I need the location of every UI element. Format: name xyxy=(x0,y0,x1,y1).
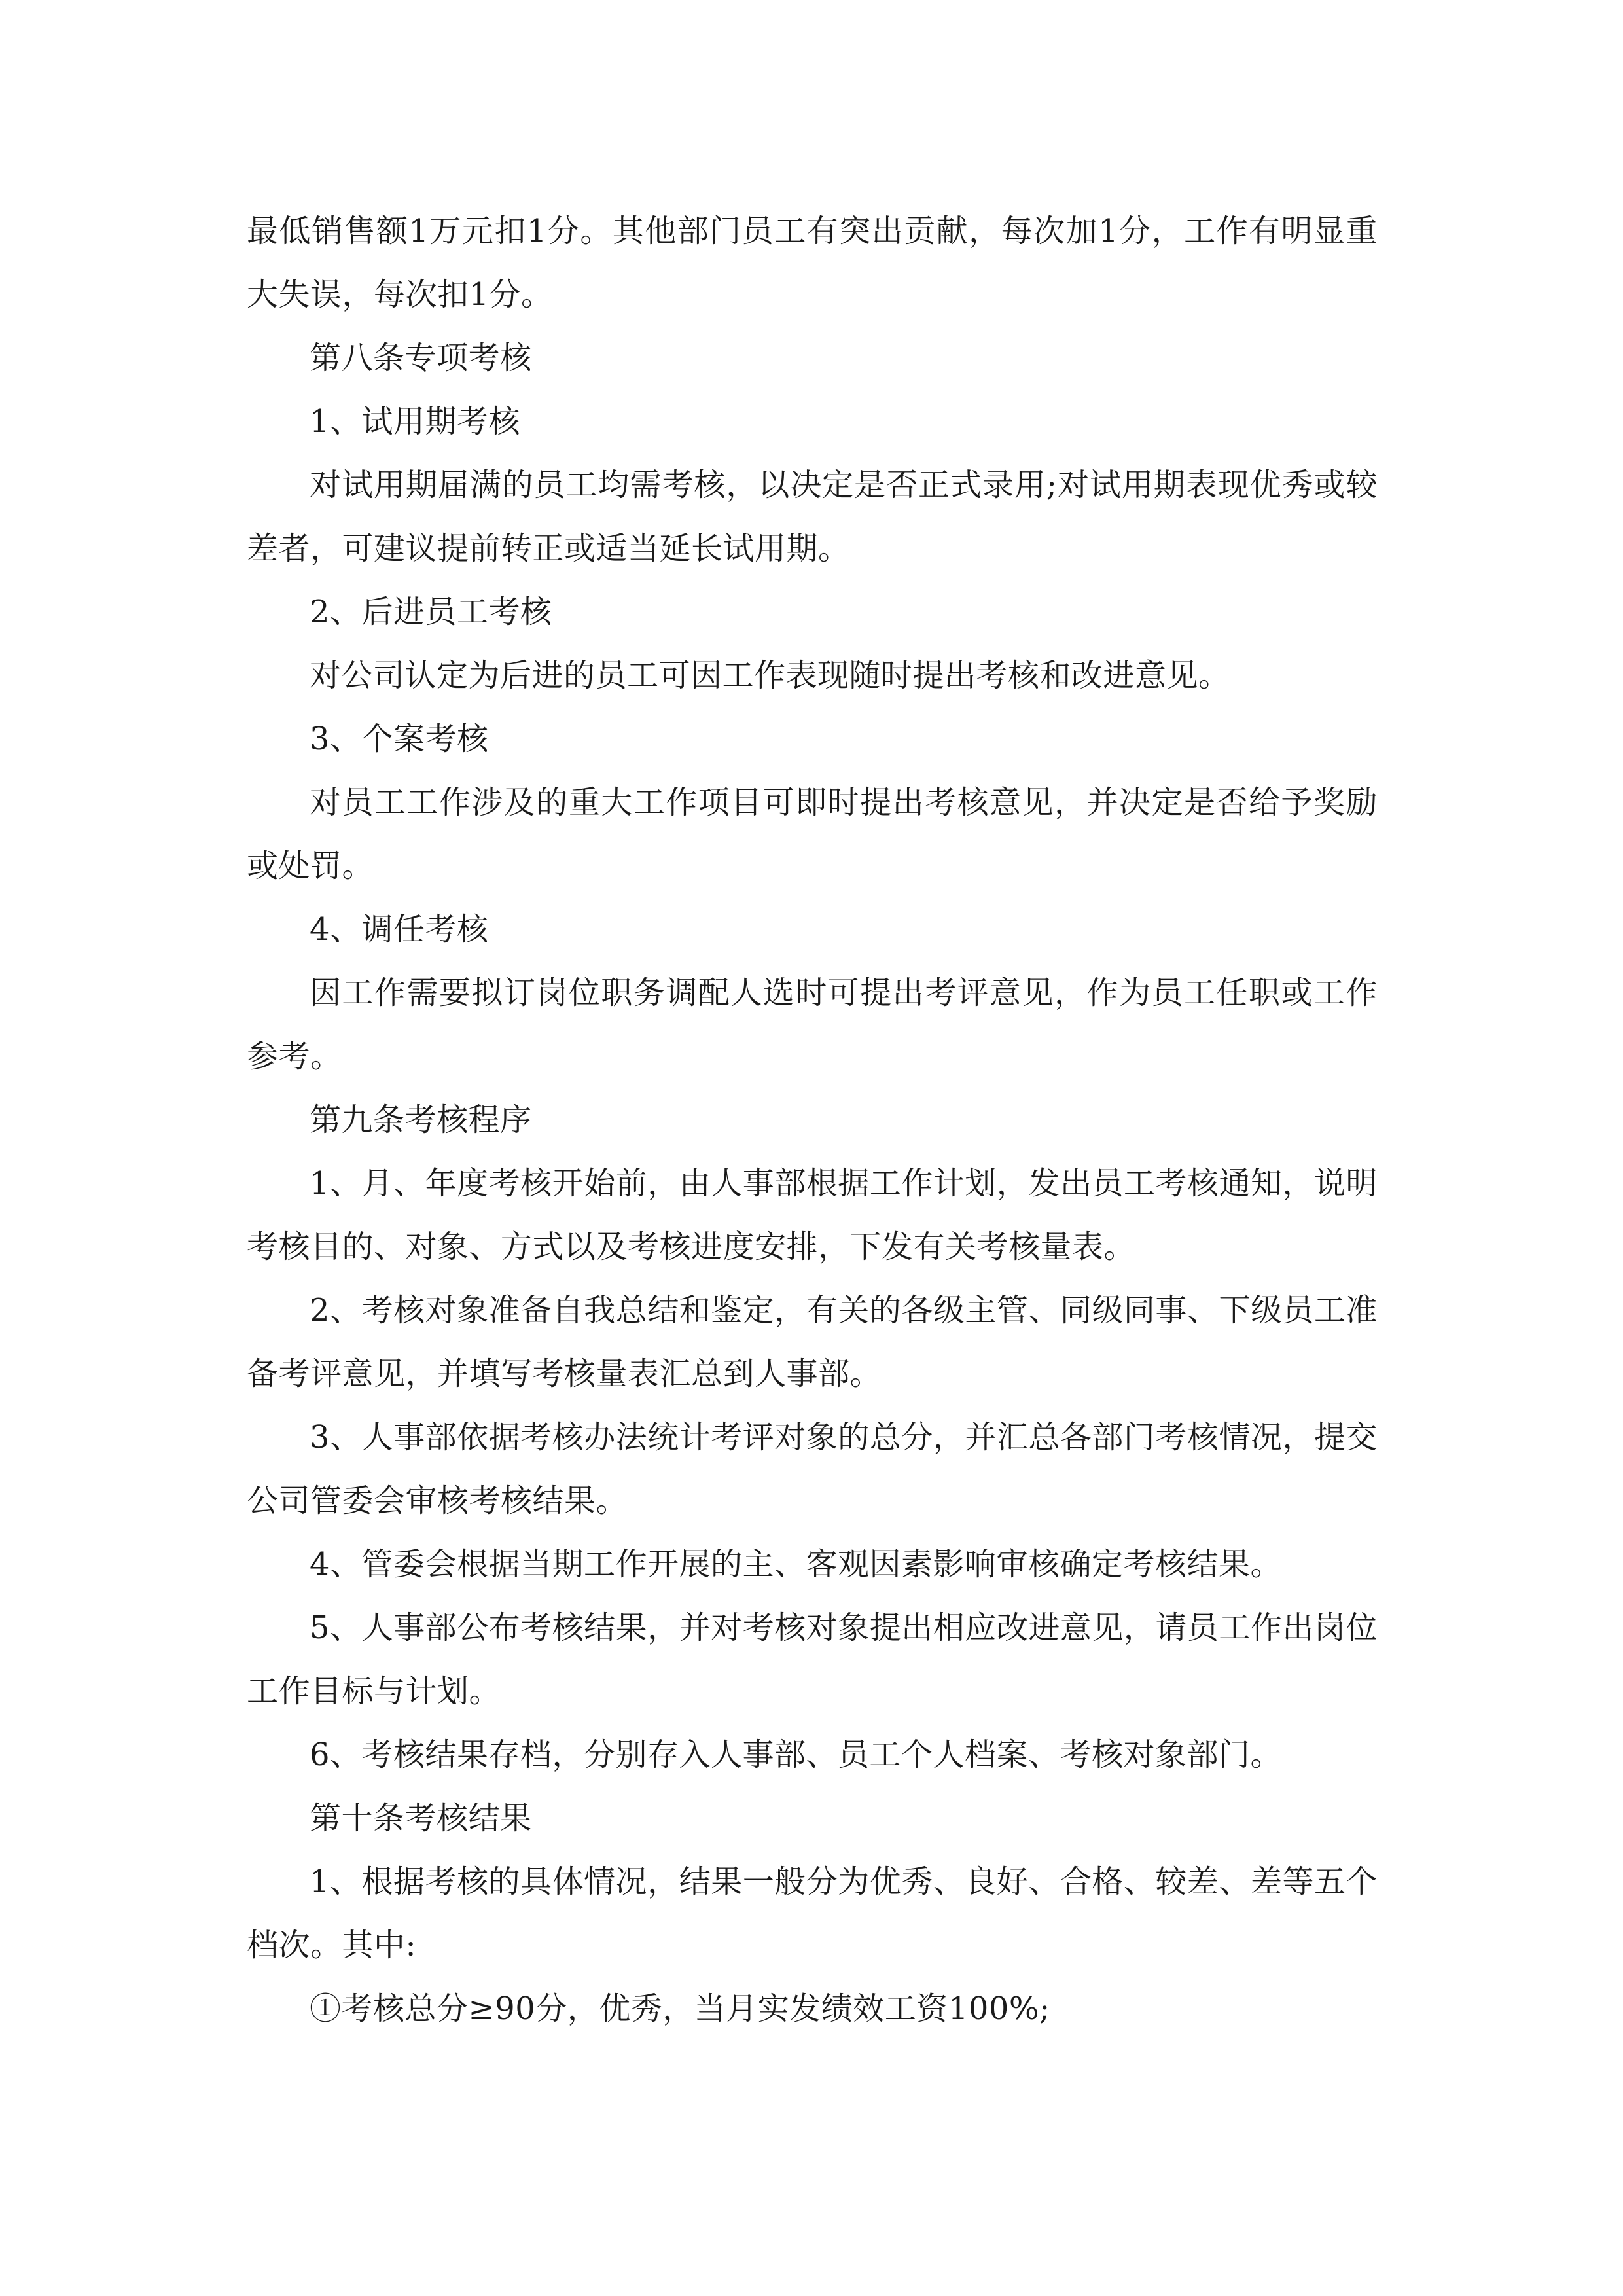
section-heading: 第八条专项考核 xyxy=(310,340,532,376)
list-item: 6、考核结果存档，分别存入人事部、员工个人档案、考核对象部门。 xyxy=(310,1736,1283,1773)
subsection-heading: 4、调任考核 xyxy=(310,911,489,948)
list-item: ①考核总分≥90分，优秀，当月实发绩效工资100%; xyxy=(310,1990,1050,2027)
list-item: 2、考核对象准备自我总结和鉴定，有关的各级主管、同级同事、下级员工准备考评意见，并填写考核量表汇总到人事部。 xyxy=(247,1292,1378,1392)
paragraph: 因工作需要拟订岗位职务调配人选时可提出考评意见，作为员工任职或工作参考。 xyxy=(247,975,1378,1075)
paragraph: 最低销售额1万元扣1分。其他部门员工有突出贡献，每次加1分，工作有明显重大失误，每次扣1分。 xyxy=(247,213,1378,313)
section-heading: 第九条考核程序 xyxy=(310,1102,532,1138)
subsection-heading: 1、试用期考核 xyxy=(310,403,521,440)
subsection-heading: 3、个案考核 xyxy=(310,721,489,757)
list-item: 5、人事部公布考核结果，并对考核对象提出相应改进意见，请员工作出岗位工作目标与计划。 xyxy=(247,1609,1378,1710)
subsection-heading: 2、后进员工考核 xyxy=(310,594,552,630)
paragraph: 对试用期届满的员工均需考核，以决定是否正式录用;对试用期表现优秀或较差者，可建议提前转正或适当延长试用期。 xyxy=(247,467,1378,567)
list-item: 1、根据考核的具体情况，结果一般分为优秀、良好、合格、较差、差等五个档次。其中: xyxy=(247,1863,1378,1964)
section-heading: 第十条考核结果 xyxy=(310,1800,532,1837)
list-item: 1、月、年度考核开始前，由人事部根据工作计划，发出员工考核通知，说明考核目的、对象、方式以及考核进度安排，下发有关考核量表。 xyxy=(247,1165,1378,1265)
list-item: 3、人事部依据考核办法统计考评对象的总分，并汇总各部门考核情况，提交公司管委会审核考核结果。 xyxy=(247,1419,1378,1519)
document-body xyxy=(247,200,1378,2041)
paragraph: 对员工工作涉及的重大工作项目可即时提出考核意见，并决定是否给予奖励或处罚。 xyxy=(247,784,1378,884)
list-item: 4、管委会根据当期工作开展的主、客观因素影响审核确定考核结果。 xyxy=(310,1546,1283,1583)
paragraph: 对公司认定为后进的员工可因工作表现随时提出考核和改进意见。 xyxy=(310,657,1230,694)
